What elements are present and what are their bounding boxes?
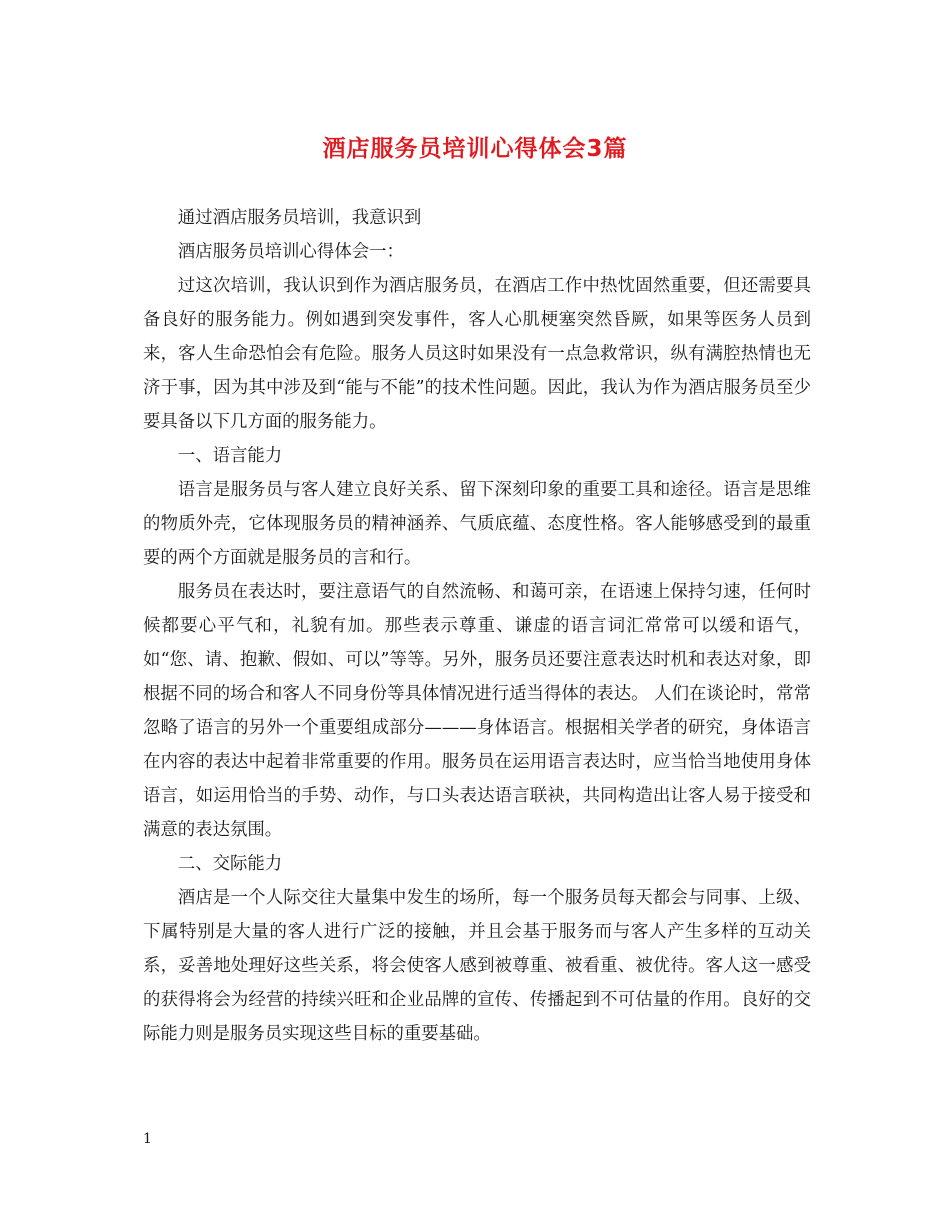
- page-number: 1: [143, 1131, 152, 1147]
- section-heading-language: 一、语言能力: [177, 446, 283, 466]
- paragraph-training: 过这次培训，我认识到作为酒店服务员，在酒店工作中热忱固然重要，但还需要具备良好的服务能力。例如遇到突发事件，客人心肌梗塞突然昏厥，如果等医务人员到来，客人生命恐怕会有危险。服务人员这时如果没有一点急救常识，纵有满腔热情也无济于事，因为其中涉及到“能与不能”的技术性问题。因此，我认为作为酒店服务员至少要具备以下几方面的服务能力。: [143, 276, 811, 432]
- paragraph-social: 酒店是一个人际交往大量集中发生的场所，每一个服务员每天都会与同事、上级、下属特别是大量的客人进行广泛的接触，并且会基于服务而与客人产生多样的互动关系，妥善地处理好这些关系，将会使客人感到被尊重、被看重、被优待。客人这一感受的获得将会为经营的持续兴旺和企业品牌的宣传、传播起到不可估量的作用。良好的交际能力则是服务员实现这些目标的重要基础。: [143, 888, 811, 1044]
- paragraph-language-1: 语言是服务员与客人建立良好关系、留下深刻印象的重要工具和途径。语言是思维的物质外壳，它体现服务员的精神涵养、气质底蕴、态度性格。客人能够感受到的最重要的两个方面就是服务员的言和行。: [143, 480, 811, 568]
- document-body: [143, 201, 811, 1051]
- section-heading-social: 二、交际能力: [177, 854, 283, 874]
- paragraph-intro: 通过酒店服务员培训，我意识到: [177, 208, 422, 228]
- paragraph-subtitle: 酒店服务员培训心得体会一：: [177, 242, 404, 262]
- document-title: 酒店服务员培训心得体会3篇: [322, 136, 628, 162]
- paragraph-language-2: 服务员在表达时，要注意语气的自然流畅、和蔼可亲，在语速上保持匀速，任何时候都要心平气和，礼貌有加。那些表示尊重、谦虚的语言词汇常常可以缓和语气，如“您、请、抱歉、假如、可以”等等。另外，服务员还要注意表达时机和表达对象，即根据不同的场合和客人不同身份等具体情况进行适当得体的表达。 人们在谈论时，常常忽略了语言的另外一个重要组成部分———身体语言。根据相关学者的研究，身体语言在内容的表达中起着非常重要的作用。服务员在运用语言表达时，应当恰当地使用身体语言，如运用恰当的手势、动作，与口头表达语言联袂，共同构造出让客人易于接受和满意的表达氛围。: [143, 582, 811, 840]
